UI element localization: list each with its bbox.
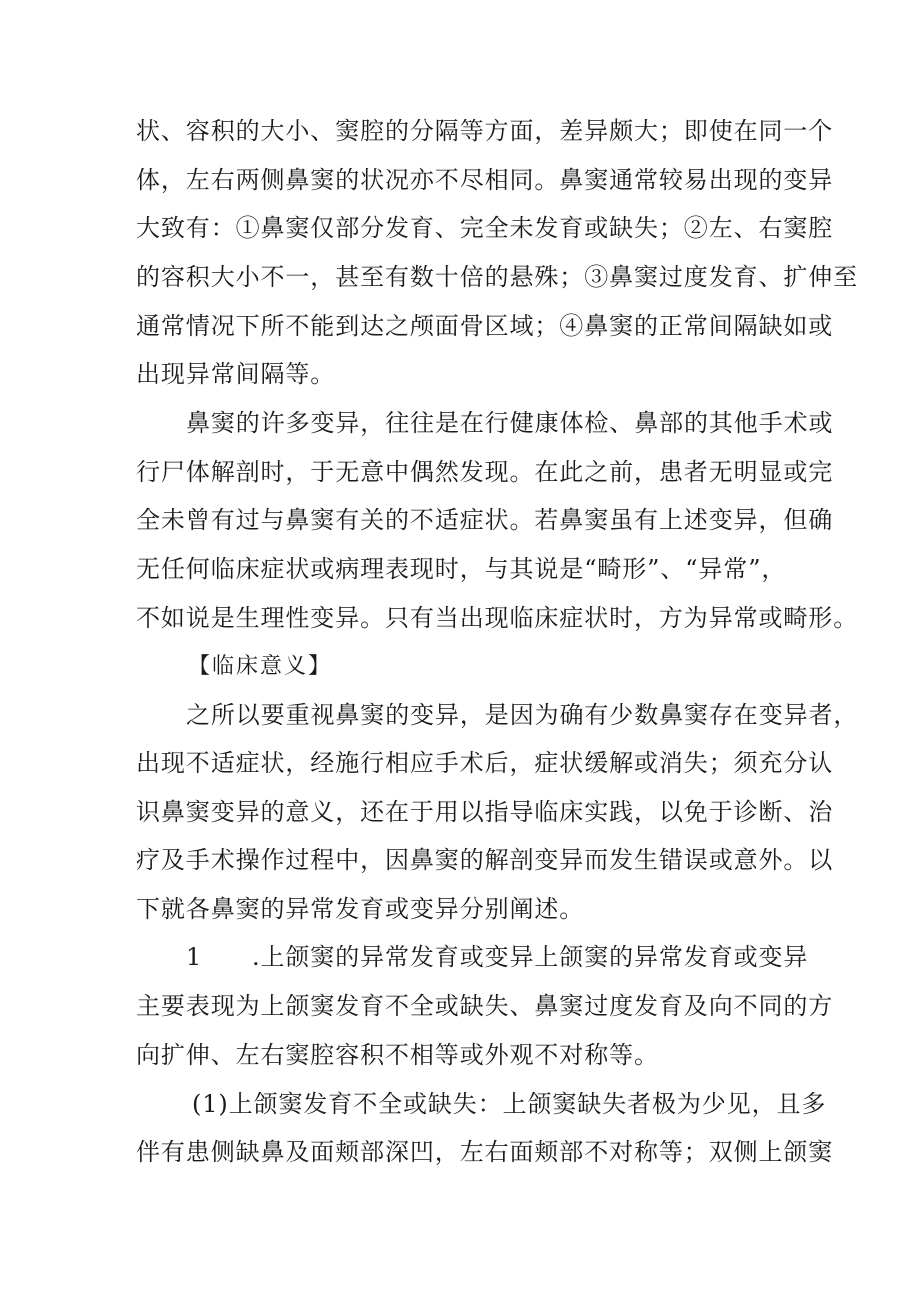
paragraph-4-line-3: 向扩伸、左右窦腔容积不相等或外观不对称等。 (136, 1041, 659, 1069)
paragraph-3-line-4: 疗及手术操作过程中，因鼻窦的解剖变异而发生错误或意外。以 (136, 846, 834, 874)
paragraph-4-line-1: 1 .上颌窦的异常发育或变异上颌窦的异常发育或变异 (186, 943, 809, 971)
paragraph-5-line-1: (1)上颌窦发育不全或缺失：上颌窦缺失者极为少见，且多 (192, 1090, 827, 1118)
paragraph-1-line-2: 体，左右两侧鼻窦的状况亦不尽相同。鼻窦通常较易出现的变异 (136, 166, 834, 194)
paragraph-1-line-3: 大致有：①鼻窦仅部分发育、完全未发育或缺失；②左、右窦腔 (136, 214, 834, 242)
paragraph-3-line-1: 之所以要重视鼻窦的变异，是因为确有少数鼻窦存在变异者， (186, 701, 859, 729)
paragraph-3-line-3: 识鼻窦变异的意义，还在于用以指导临床实践，以免于诊断、治 (136, 798, 834, 826)
paragraph-3-line-2: 出现不适症状，经施行相应手术后，症状缓解或消失；须充分认 (136, 749, 834, 777)
paragraph-2-line-2: 行尸体解剖时，于无意中偶然发现。在此之前，患者无明显或完 (136, 458, 834, 486)
paragraph-2-line-5: 不如说是生理性变异。只有当出现临床症状时，方为异常或畸形。 (136, 604, 859, 632)
paragraph-2-line-1: 鼻窦的许多变异，往往是在行健康体检、鼻部的其他手术或 (186, 409, 834, 437)
paragraph-1-line-1: 状、容积的大小、窦腔的分隔等方面，差异颇大；即使在同一个 (136, 117, 834, 145)
paragraph-3-line-5: 下就各鼻窦的异常发育或变异分别阐述。 (136, 895, 585, 923)
paragraph-1-line-5: 通常情况下所不能到达之颅面骨区域；④鼻窦的正常间隔缺如或 (136, 312, 834, 340)
section-heading-clinical-significance: 【临床意义】 (188, 654, 333, 679)
paragraph-4-line-2: 主要表现为上颌窦发育不全或缺失、鼻窦过度发育及向不同的方 (136, 992, 834, 1020)
paragraph-1-line-6: 出现异常间隔等。 (136, 360, 336, 388)
paragraph-1-line-4: 的容积大小不一，甚至有数十倍的悬殊；③鼻窦过度发育、扩伸至 (136, 263, 859, 291)
paragraph-2-line-3: 全未曾有过与鼻窦有关的不适症状。若鼻窦虽有上述变异，但确 (136, 506, 834, 534)
paragraph-5-line-2: 伴有患侧缺鼻及面颊部深凹，左右面颊部不对称等；双侧上颌窦 (136, 1138, 834, 1166)
paragraph-2-line-4: 无任何临床症状或病理表现时，与其说是“畸形”、“异常”， (136, 555, 787, 583)
